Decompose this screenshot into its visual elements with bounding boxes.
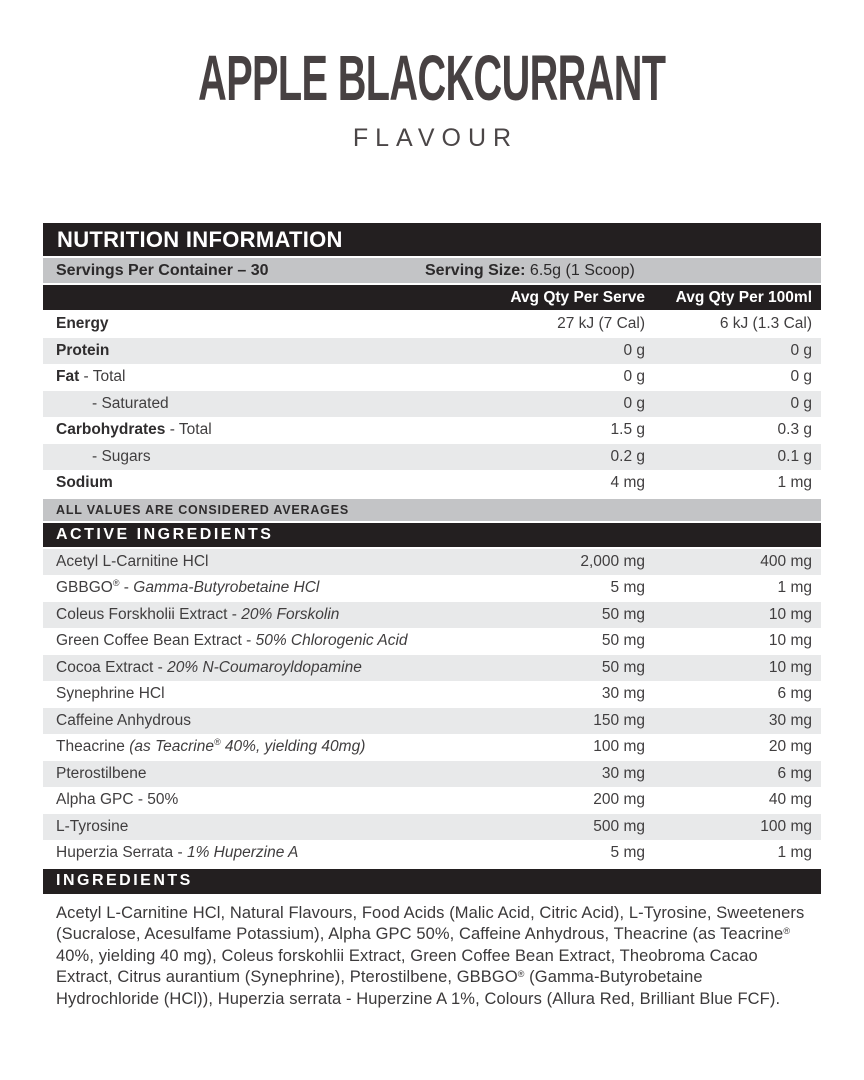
active-row-coleus-forskholii [43, 602, 821, 629]
row-label [43, 553, 495, 571]
row-label-italic: 40%, yielding 40mg) [220, 738, 366, 756]
row-label-bold: Carbohydrates [56, 421, 166, 439]
value-per-serve: 500 mg [593, 817, 645, 835]
nutrition-row-sugars [43, 444, 821, 471]
row-label-rest: - Sugars [92, 447, 151, 465]
active-row-l-tyrosine [43, 814, 821, 841]
active-row-synephrine [43, 681, 821, 708]
averages-note: ALL VALUES ARE CONSIDERED AVERAGES [43, 499, 821, 521]
active-row-pterostilbene [43, 761, 821, 788]
row-label-text: L-Tyrosine [56, 817, 129, 835]
row-label [43, 579, 495, 597]
row-label [43, 421, 495, 439]
registered-mark: ® [783, 926, 791, 936]
value-per-100ml: 10 mg [768, 658, 812, 676]
registered-mark: ® [213, 737, 221, 748]
page-title: APPLE BLACKCURRANT [198, 42, 666, 114]
servings-per-container: Servings Per Container – 30 [56, 261, 269, 279]
value-per-serve: 50 mg [601, 605, 645, 623]
row-label-rest: - Total [165, 421, 212, 439]
row-label-text: GBBGO [56, 579, 113, 597]
active-row-caffeine [43, 708, 821, 735]
active-row-huperzia-serrata [43, 840, 821, 867]
value-per-100ml: 20 mg [768, 738, 812, 756]
title-container [0, 42, 864, 114]
value-per-100ml: 40 mg [768, 791, 812, 809]
row-label-italic: 20% N-Coumaroyldopamine [167, 658, 362, 676]
row-label-text: Synephrine HCl [56, 685, 165, 703]
row-label-rest: - Saturated [92, 394, 169, 412]
value-per-serve: 30 mg [601, 685, 645, 703]
registered-mark: ® [517, 969, 525, 979]
value-per-100ml: 100 mg [760, 817, 812, 835]
row-label [43, 712, 495, 730]
value-per-100ml: 0 g [790, 341, 812, 359]
row-label [43, 659, 495, 677]
row-label-italic: (as Teacrine [129, 738, 214, 756]
column-header-bar [43, 285, 821, 310]
active-row-gbbgo [43, 575, 821, 602]
value-per-100ml: 0.3 g [777, 421, 812, 439]
value-per-serve: 200 mg [593, 791, 645, 809]
ingredients-segment: 40%, yielding 40 mg), Coleus forskohlii Extract, Green Coffee Bean Extract, Theobroma Cacao Extract, Citrus aurantium (Synephrine), Pterostilbene, GBBGO [56, 946, 758, 986]
ingredients-segment: Acetyl L-Carnitine HCl, Natural Flavours, Food Acids (Malic Acid, Citric Acid), L-Tyrosine, Sweeteners (Sucralose, Acesulfame Potassium), Alpha GPC 50%, Caffeine Anhydrous, Theacrine (as Teacrine [56, 903, 805, 943]
active-ingredients-header: ACTIVE INGREDIENTS [43, 523, 821, 547]
value-per-serve: 27 kJ (7 Cal) [557, 315, 645, 333]
row-label [43, 315, 495, 333]
nutrition-row-protein [43, 338, 821, 365]
row-label-bold: Sodium [56, 474, 113, 492]
row-label-text: - [119, 579, 134, 597]
nutrition-label [43, 223, 821, 1010]
row-label [43, 738, 495, 756]
value-per-serve: 0 g [623, 368, 645, 386]
value-per-100ml: 10 mg [768, 605, 812, 623]
row-label-italic: Gamma-Butyrobetaine HCl [133, 579, 320, 597]
value-per-serve: 0 g [623, 341, 645, 359]
ingredients-segment: (Gamma-Butyrobetaine Hydrochloride (HCl)), Huperzia serrata - Huperzine A 1%, Colours (Allura Red, Brilliant Blue FCF). [56, 968, 781, 1008]
row-label-italic: 50% Chlorogenic Acid [255, 632, 408, 650]
value-per-serve: 50 mg [601, 632, 645, 650]
value-per-serve: 30 mg [601, 764, 645, 782]
serving-size [425, 262, 635, 280]
active-row-cocoa-extract [43, 655, 821, 682]
value-per-serve: 100 mg [593, 738, 645, 756]
value-per-serve: 4 mg [610, 474, 645, 492]
row-label [43, 474, 495, 492]
row-label [43, 395, 495, 413]
active-row-acetyl-l-carnitine [43, 549, 821, 576]
row-label [43, 368, 495, 386]
servings-bar [43, 258, 821, 283]
value-per-serve: 0.2 g [610, 447, 645, 465]
value-per-100ml: 6 mg [777, 685, 812, 703]
row-label [43, 791, 495, 809]
value-per-serve: 150 mg [593, 711, 645, 729]
flavour-subtitle: FLAVOUR [352, 124, 519, 152]
value-per-100ml: 0 g [790, 368, 812, 386]
row-label [43, 606, 495, 624]
row-label-rest: - Total [79, 368, 126, 386]
value-per-serve: 1.5 g [610, 421, 645, 439]
active-row-green-coffee-bean [43, 628, 821, 655]
row-label [43, 342, 495, 360]
value-per-100ml: 1 mg [777, 474, 812, 492]
nutrition-row-carbohydrates-total [43, 417, 821, 444]
active-row-theacrine [43, 734, 821, 761]
row-label-text: Caffeine Anhydrous [56, 711, 192, 729]
row-label-bold: Protein [56, 341, 110, 359]
row-label [43, 765, 495, 783]
serving-size-label: Serving Size: [425, 261, 526, 279]
row-label-text: Huperzia Serrata - [56, 844, 187, 862]
row-label-text: Acetyl L-Carnitine HCl [56, 552, 209, 570]
nutrition-row-energy [43, 311, 821, 338]
value-per-100ml: 1 mg [777, 579, 812, 597]
serving-size-value: 6.5g (1 Scoop) [525, 261, 635, 279]
row-label [43, 844, 495, 862]
row-label-text: Cocoa Extract - [56, 658, 168, 676]
value-per-100ml: 30 mg [768, 711, 812, 729]
active-row-alpha-gpc [43, 787, 821, 814]
column-header-per-serve: Avg Qty Per Serve [510, 288, 645, 306]
value-per-100ml: 0.1 g [777, 447, 812, 465]
row-label-text: Alpha GPC - 50% [56, 791, 179, 809]
nutrition-row-fat-saturated [43, 391, 821, 418]
row-label-text: Green Coffee Bean Extract - [56, 632, 256, 650]
value-per-100ml: 6 kJ (1.3 Cal) [719, 315, 812, 333]
value-per-serve: 50 mg [601, 658, 645, 676]
ingredients-header: INGREDIENTS [43, 869, 821, 894]
value-per-serve: 5 mg [610, 844, 645, 862]
row-label-italic: 20% Forskolin [241, 605, 340, 623]
registered-mark: ® [112, 578, 120, 589]
row-label [43, 632, 495, 650]
nutrition-row-sodium [43, 470, 821, 497]
value-per-serve: 0 g [623, 394, 645, 412]
value-per-100ml: 0 g [790, 394, 812, 412]
row-label [43, 448, 495, 466]
value-per-100ml: 1 mg [777, 844, 812, 862]
ingredients-text [56, 903, 808, 1011]
column-header-per-100ml: Avg Qty Per 100ml [675, 288, 812, 306]
row-label [43, 818, 495, 836]
row-label-italic: 1% Huperzine A [186, 844, 299, 862]
value-per-serve: 2,000 mg [580, 552, 645, 570]
nutrition-row-fat-total [43, 364, 821, 391]
value-per-100ml: 6 mg [777, 764, 812, 782]
row-label-bold: Fat [56, 368, 80, 386]
row-label-text: Coleus Forskholii Extract - [56, 605, 242, 623]
value-per-100ml: 400 mg [760, 552, 812, 570]
value-per-100ml: 10 mg [768, 632, 812, 650]
nutrition-information-header: NUTRITION INFORMATION [43, 223, 821, 256]
value-per-serve: 5 mg [610, 579, 645, 597]
row-label-text: Theacrine [56, 738, 130, 756]
row-label [43, 685, 495, 703]
row-label-text: Pterostilbene [56, 764, 147, 782]
row-label-bold: Energy [56, 315, 109, 333]
